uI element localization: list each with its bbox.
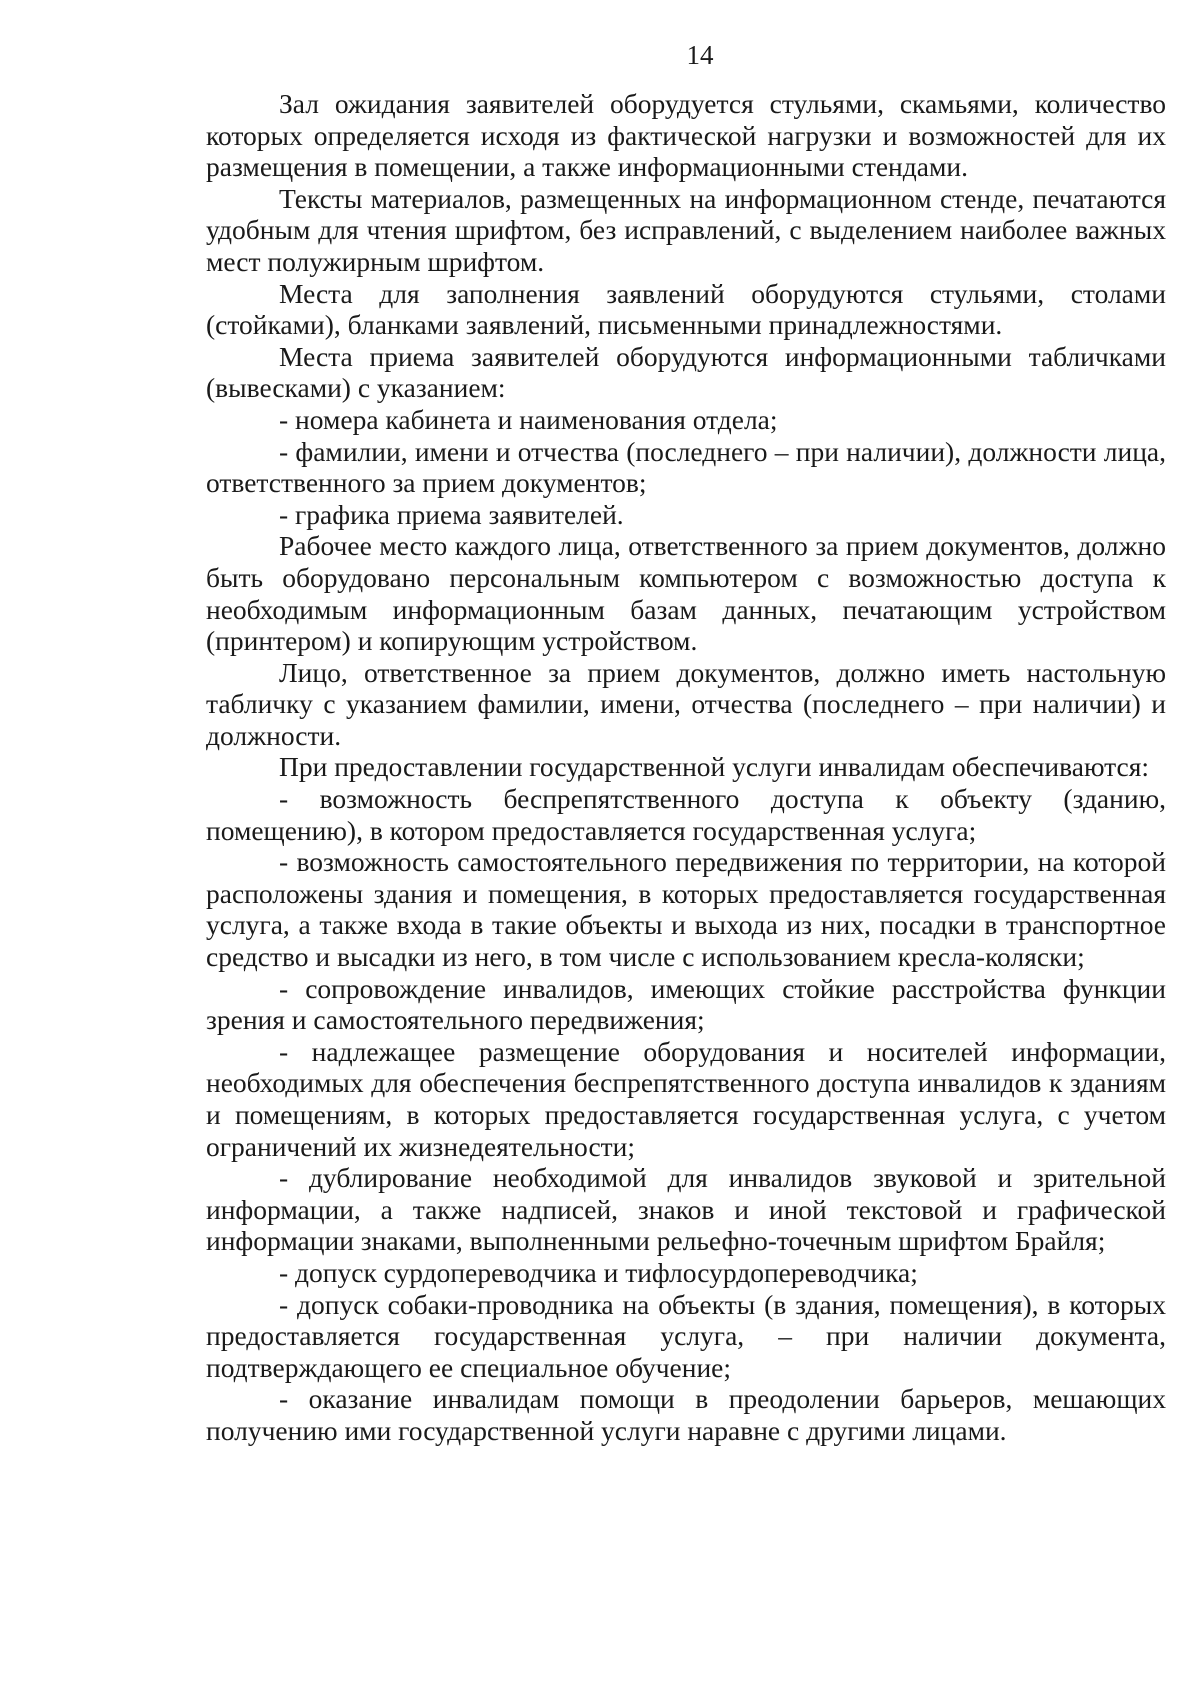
list-item-independent-movement: - возможность самостоятельного передвижения по территории, на которой расположены здания и помещения, в которых предоставляется государственная услуга, а также входа в такие объекты и выхода из них, посадки в транспортное средство и высадки из него, в том числе с использованием кресла-коляски; [206, 846, 1166, 973]
page-number: 14 [686, 40, 714, 70]
list-item-responsible-person: - фамилии, имени и отчества (последнего – при наличии), должности лица, ответственного за прием документов; [206, 435, 1166, 499]
paragraph-stand-texts: Тексты материалов, размещенных на информационном стенде, печатаются удобным для чтения шрифтом, без исправлений, с выделением наиболее важных мест полужирным шрифтом. [206, 182, 1166, 277]
paragraph-waiting-hall: Зал ожидания заявителей оборудуется стульями, скамьями, количество которых определяется исходя из фактической нагрузки и возможностей для их размещения в помещении, а также информационными стендами. [206, 88, 1166, 183]
paragraph-reception-places: Места приема заявителей оборудуются информационными табличками (вывесками) с указанием: [206, 340, 1166, 404]
list-item-office-number: - номера кабинета и наименования отдела; [279, 403, 778, 435]
list-item-barrier-free-access: - возможность беспрепятственного доступа к объекту (зданию, помещению), в котором предоставляется государственная услуга; [206, 783, 1166, 846]
list-item-sign-interpreter: - допуск сурдопереводчика и тифлосурдопереводчика; [279, 1256, 918, 1288]
paragraph-desk-sign: Лицо, ответственное за прием документов, должно иметь настольную табличку с указанием фамилии, имени, отчества (последнего – при наличии) и должности. [206, 656, 1166, 751]
paragraph-disability-provisions: При предоставлении государственной услуги инвалидам обеспечиваются: [279, 751, 1149, 783]
list-item-barrier-assistance: - оказание инвалидам помощи в преодолении барьеров, мешающих получению ими государственной услуги наравне с другими лицами. [206, 1383, 1166, 1446]
document-body [206, 88, 1166, 1447]
list-item-guide-dog: - допуск собаки-проводника на объекты (в здания, помещения), в которых предоставляется государственная услуга, – при наличии документа, подтверждающего ее специальное обучение; [206, 1288, 1166, 1383]
paragraph-workplace: Рабочее место каждого лица, ответственного за прием документов, должно быть оборудовано персональным компьютером с возможностью доступа к необходимым информационным базам данных, печатающим устройством (принтером) и копирующим устройством. [206, 530, 1166, 657]
list-item-information-duplication: - дублирование необходимой для инвалидов звуковой и зрительной информации, а также надписей, знаков и иной текстовой и графической информации знаками, выполненными рельефно-точечным шрифтом Брайля; [206, 1162, 1166, 1257]
list-item-equipment-placement: - надлежащее размещение оборудования и носителей информации, необходимых для обеспечения беспрепятственного доступа инвалидов к зданиям и помещениям, в которых предоставляется государственная услуга, с учетом ограничений их жизнедеятельности; [206, 1035, 1166, 1162]
paragraph-application-places: Места для заполнения заявлений оборудуются стульями, столами (стойками), бланками заявлений, письменными принадлежностями. [206, 277, 1166, 341]
list-item-reception-schedule: - графика приема заявителей. [279, 498, 624, 530]
list-item-escort: - сопровождение инвалидов, имеющих стойкие расстройства функции зрения и самостоятельного передвижения; [206, 972, 1166, 1036]
